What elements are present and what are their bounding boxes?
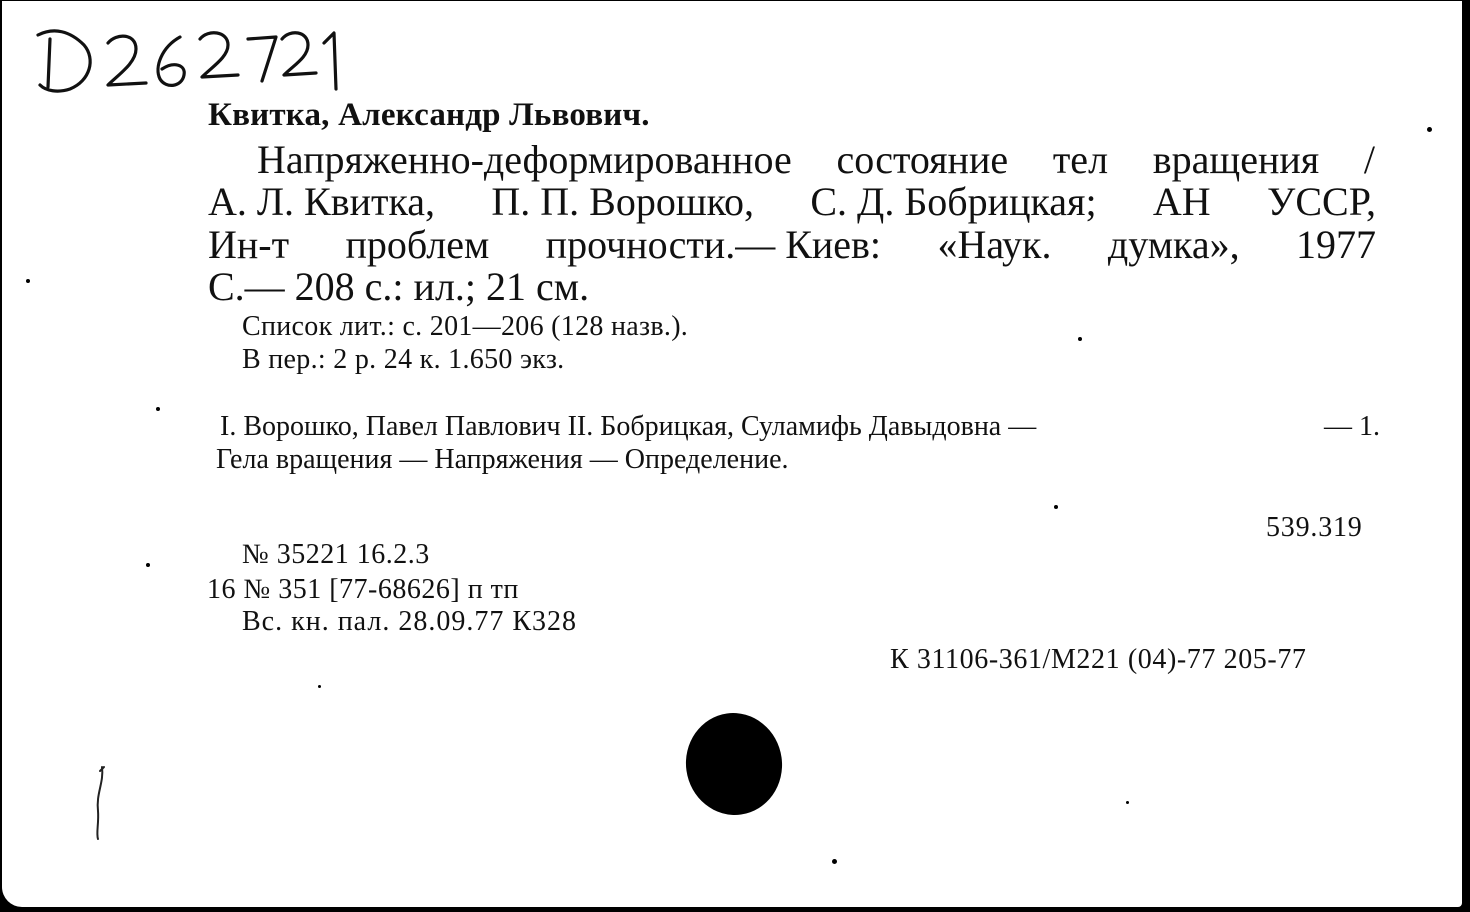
title-word: АН bbox=[1152, 179, 1211, 224]
title-word: Напряженно-деформированное bbox=[257, 137, 792, 182]
title-word: С. Д. Бобрицкая; bbox=[810, 179, 1097, 224]
scan-speck bbox=[1054, 505, 1058, 509]
title-line-3 bbox=[208, 222, 1376, 267]
title-word: состояние bbox=[836, 137, 1009, 182]
tracings-subject-number: — 1. bbox=[1324, 411, 1380, 442]
scan-speck bbox=[26, 279, 30, 283]
title-word: думка», bbox=[1107, 222, 1240, 267]
card-number: 16 № 351 [77-68626] п тп bbox=[207, 574, 519, 605]
title-word: 1977 bbox=[1295, 222, 1376, 267]
scan-speck bbox=[1126, 801, 1129, 804]
tracings-line-1 bbox=[220, 411, 1380, 443]
udc-number: 539.319 bbox=[1266, 512, 1363, 543]
author-heading: Квитка, Александр Львович. bbox=[208, 97, 650, 133]
title-word: «Наук. bbox=[937, 222, 1052, 267]
handwritten-call-number bbox=[24, 9, 364, 97]
margin-pencil-mark bbox=[90, 763, 110, 841]
handwritten-call-number-drawing bbox=[24, 9, 364, 97]
tracings-text: I. Ворошко, Павел Павлович II. Бобрицкая, Суламифь Давыдовна — bbox=[220, 411, 1037, 442]
title-line-1 bbox=[257, 137, 1375, 182]
scan-speck bbox=[832, 859, 837, 864]
title-word: УССР, bbox=[1267, 179, 1376, 224]
registration-number: № 35221 16.2.3 bbox=[242, 539, 430, 570]
title-word: проблем bbox=[345, 222, 490, 267]
chamber-record: Вс. кн. пал. 28.09.77 К328 bbox=[242, 606, 577, 637]
punch-hole bbox=[679, 707, 788, 821]
bibliography-note: Список лит.: с. 201—206 (128 назв.). bbox=[242, 311, 689, 342]
scan-speck bbox=[318, 685, 321, 688]
collation-line: С.— 208 с.: ил.; 21 см. bbox=[208, 264, 590, 309]
title-word: тел bbox=[1052, 137, 1109, 182]
catalog-card bbox=[2, 1, 1462, 907]
scan-speck bbox=[1078, 337, 1082, 341]
title-line-2 bbox=[208, 179, 1376, 224]
k-code: К 31106-361/М221 (04)-77 205-77 bbox=[890, 644, 1307, 675]
title-word: А. Л. Квитка, bbox=[208, 179, 436, 224]
title-word: / bbox=[1363, 137, 1375, 182]
tracings-line-2: Гела вращения — Напряжения — Определение. bbox=[216, 444, 789, 475]
scan-speck bbox=[156, 407, 160, 411]
scan-speck bbox=[146, 563, 150, 567]
title-word: вращения bbox=[1152, 137, 1320, 182]
scan-speck bbox=[1427, 127, 1432, 132]
title-word: прочности.— Киев: bbox=[545, 222, 882, 267]
title-word: Ин-т bbox=[208, 222, 290, 267]
price-note: В пер.: 2 р. 24 к. 1.650 экз. bbox=[242, 344, 565, 375]
title-word: П. П. Ворошко, bbox=[491, 179, 755, 224]
